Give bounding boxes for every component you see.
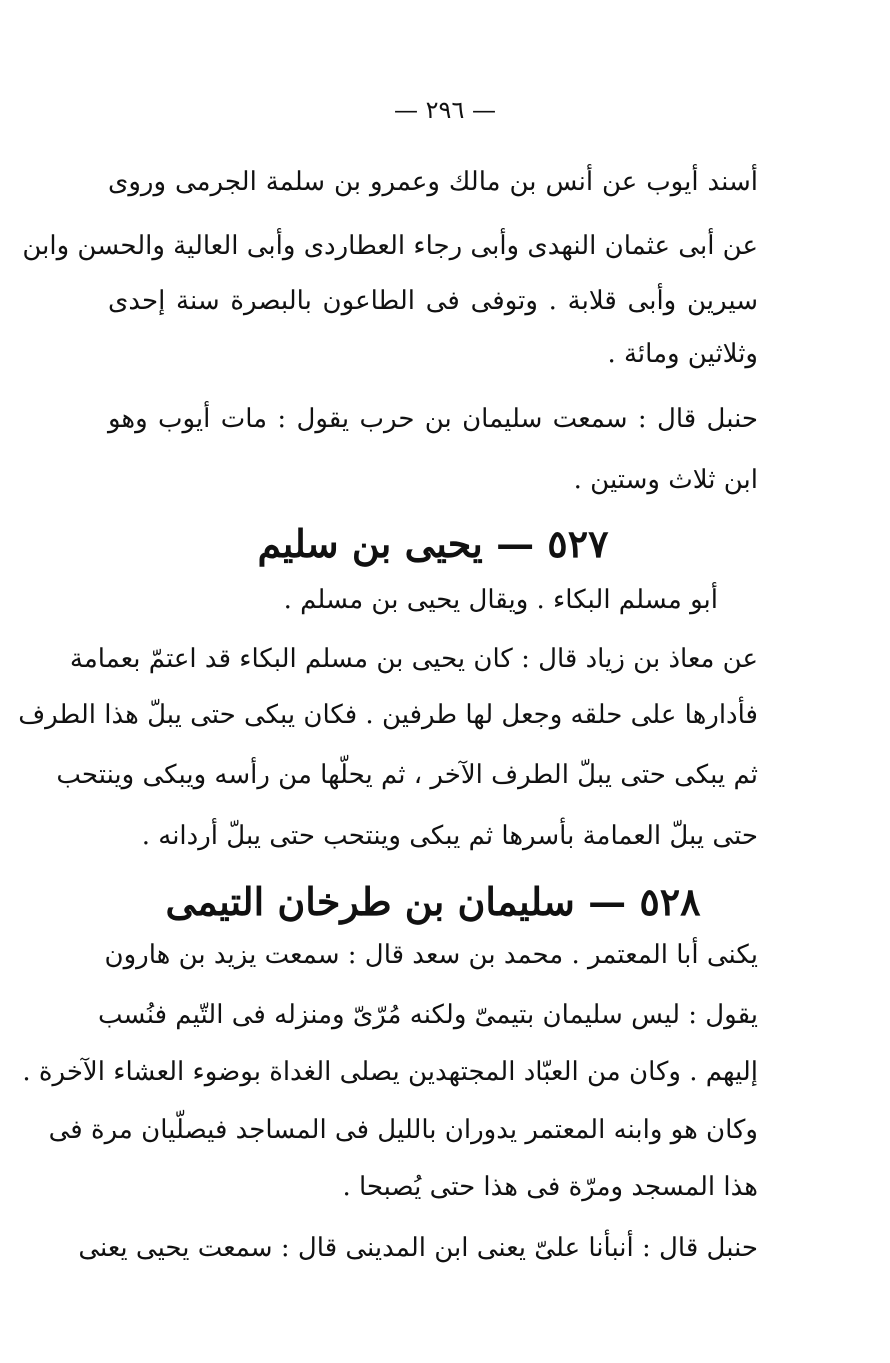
text-line: عن معاذ بن زياد قال : كان يحيى بن مسلم البكاء قد اعتمّ بعمامة [69,644,758,674]
text-line: أبو مسلم البكاء . ويقال يحيى بن مسلم . [283,585,718,615]
text-line: إليهم . وكان من العبّاد المجتهدين يصلى الغداة بوضوء العشاء الآخرة . [22,1057,758,1087]
text-line: وثلاثين ومائة . [607,339,758,369]
page-number: — ٢٩٦ — [394,96,496,124]
text-line: ابن ثلاث وستين . [573,465,758,495]
text-line: حتى يبلّ العمامة بأسرها ثم يبكى وينتحب حتى يبلّ أردانه . [141,821,758,851]
text-line: وكان هو وابنه المعتمر يدوران بالليل فى المساجد فيصلّيان مرة فى [48,1115,758,1145]
text-line: حنبل قال : أنبأنا علىّ يعنى ابن المدينى قال : سمعت يحيى يعنى [78,1233,758,1263]
entry-heading-527: ٥٢٧ — يحيى بن سليم [257,521,609,566]
text-line: فأدارها على حلقه وجعل لها طرفين . فكان يبكى حتى يبلّ هذا الطرف [18,700,758,730]
text-line: هذا المسجد ومرّة فى هذا حتى يُصبحا . [342,1172,758,1202]
entry-heading-528: ٥٢٨ — سليمان بن طرخان التيمى [165,879,701,924]
text-line: يقول : ليس سليمان بتيمىّ ولكنه مُرّىّ ومنزله فى التّيم فنُسب [98,1000,758,1030]
text-line: أسند أيوب عن أنس بن مالك وعمرو بن سلمة الجرمى وروى [108,167,758,197]
text-line: ثم يبكى حتى يبلّ الطرف الآخر ، ثم يحلّها من رأسه ويبكى وينتحب [56,760,758,790]
text-line: عن أبى عثمان النهدى وأبى رجاء العطاردى وأبى العالية والحسن وابن [22,231,758,261]
text-line: يكنى أبا المعتمر . محمد بن سعد قال : سمعت يزيد بن هارون [104,940,758,970]
text-line: سيرين وأبى قلابة . وتوفى فى الطاعون بالبصرة سنة إحدى [108,286,758,316]
text-line: حنبل قال : سمعت سليمان بن حرب يقول : مات أيوب وهو [108,404,758,434]
